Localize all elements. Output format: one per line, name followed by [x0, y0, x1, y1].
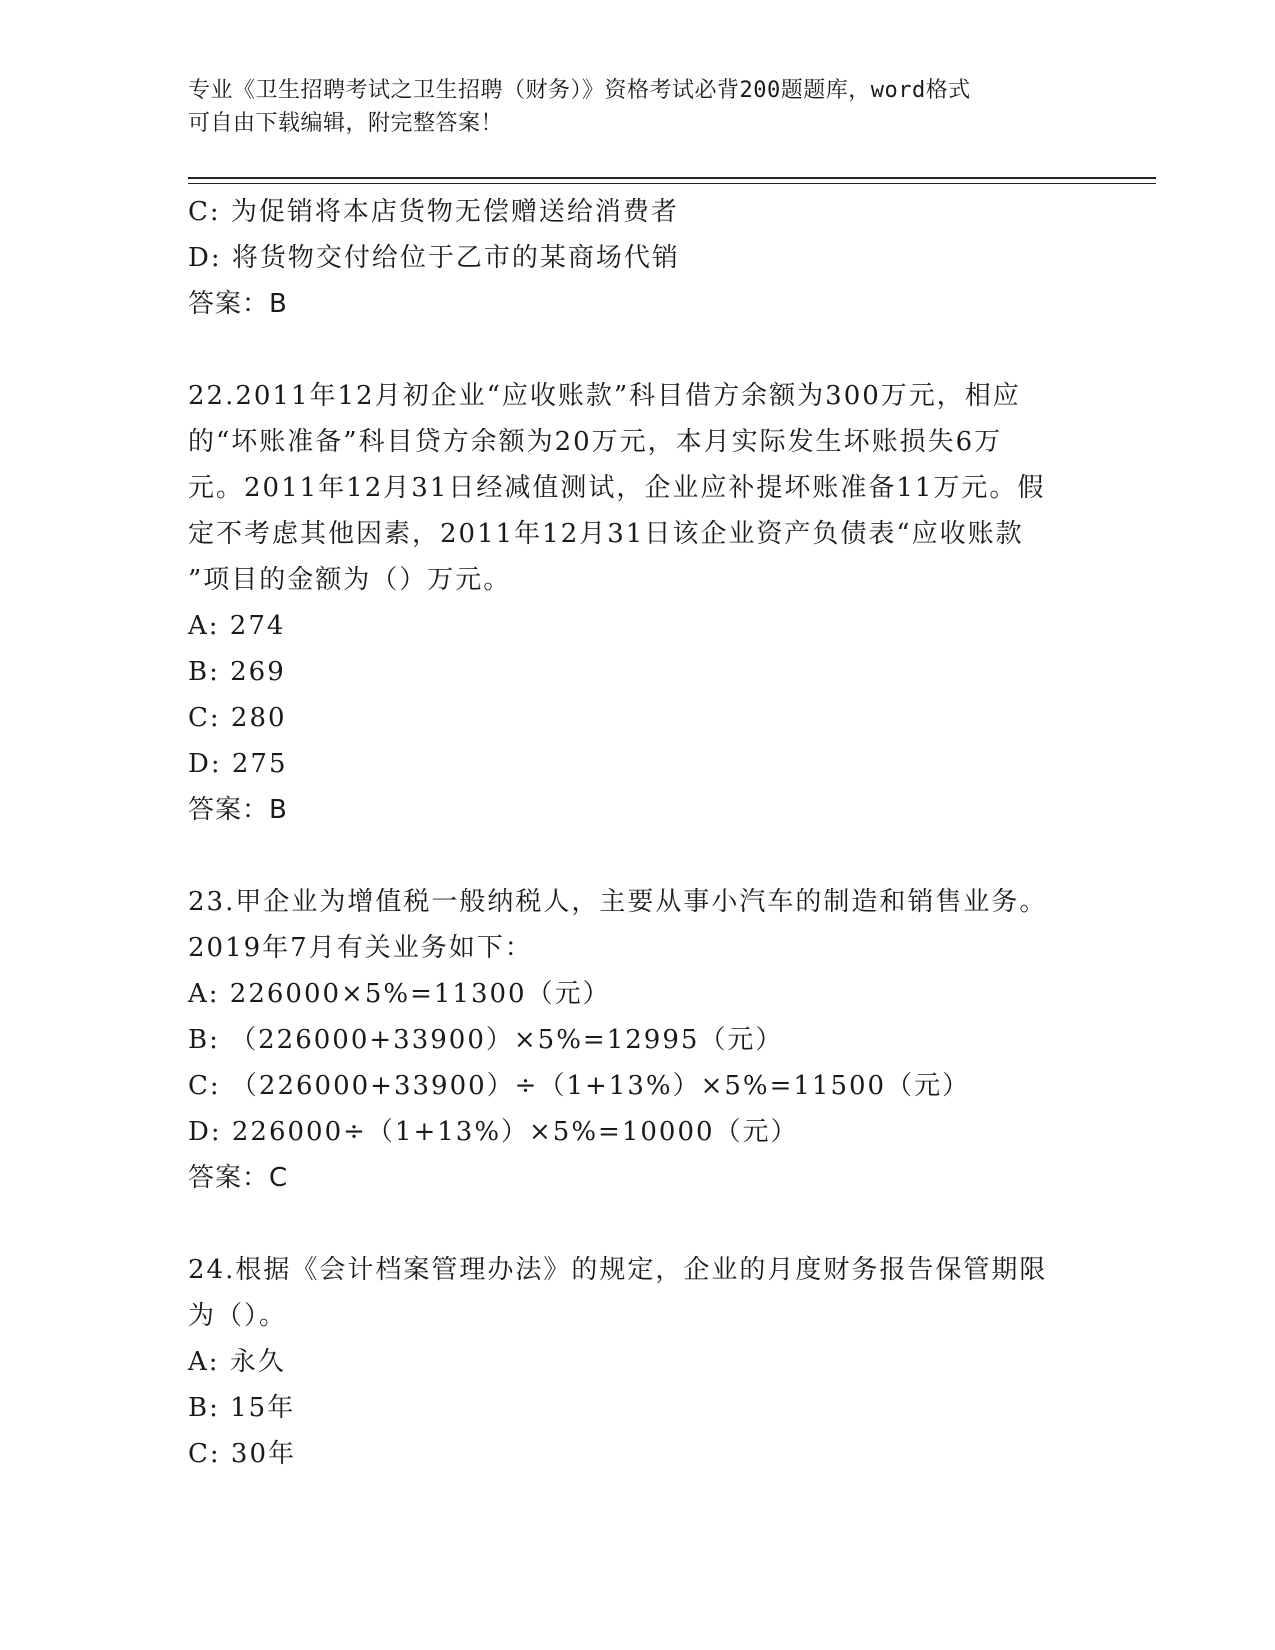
option-b: B: 15年	[188, 1393, 296, 1423]
question-22	[188, 373, 1088, 833]
header-line-2: 可自由下载编辑，附完整答案！	[188, 111, 504, 136]
question-stem-line: ”项目的金额为（）万元。	[188, 565, 512, 595]
header-line-1: 专业《卫生招聘考试之卫生招聘（财务）》资格考试必背200题题库，word格式	[188, 78, 971, 103]
option-a: A: 永久	[188, 1347, 286, 1377]
option-d: D: 将货物交付给位于乙市的某商场代销	[188, 243, 680, 273]
option-c: C: 280	[188, 703, 287, 733]
header-rule-thick	[188, 177, 1156, 179]
question-21-tail	[188, 189, 1088, 327]
question-stem-line: 22.2011年12月初企业“应收账款”科目借方余额为300万元，相应	[188, 381, 1021, 411]
document-header	[188, 74, 1088, 140]
answer-line: 答案：B	[188, 289, 288, 319]
option-c: C: 为促销将本店货物无偿赠送给消费者	[188, 197, 679, 227]
question-stem-line: 元。2011年12月31日经减值测试，企业应补提坏账准备11万元。假	[188, 473, 1046, 503]
header-rule-thin	[188, 183, 1156, 184]
answer-line: 答案：C	[188, 1163, 289, 1193]
option-a: A: 274	[188, 611, 286, 641]
option-b: B: （226000+33900）×5%=12995（元）	[188, 1025, 784, 1055]
answer-line: 答案：B	[188, 795, 288, 825]
question-stem-line: 为（）。	[188, 1301, 288, 1331]
question-stem-line: 24.根据《会计档案管理办法》的规定，企业的月度财务报告保管期限	[188, 1255, 1048, 1285]
option-c: C: （226000+33900）÷（1+13%）×5%=11500（元）	[188, 1071, 971, 1101]
option-d: D: 226000÷（1+13%）×5%=10000（元）	[188, 1117, 799, 1147]
option-a: A: 226000×5%=11300（元）	[188, 979, 611, 1009]
question-stem-line: 的“坏账准备”科目贷方余额为20万元，本月实际发生坏账损失6万	[188, 427, 1003, 457]
question-stem-line: 2019年7月有关业务如下：	[188, 933, 533, 963]
question-stem-line: 定不考虑其他因素，2011年12月31日该企业资产负债表“应收账款	[188, 519, 1024, 549]
option-d: D: 275	[188, 749, 288, 779]
option-b: B: 269	[188, 657, 286, 687]
question-stem-line: 23.甲企业为增值税一般纳税人，主要从事小汽车的制造和销售业务。	[188, 887, 1048, 917]
question-23	[188, 879, 1088, 1201]
question-24	[188, 1247, 1088, 1477]
option-c: C: 30年	[188, 1439, 297, 1469]
question-list	[188, 189, 1088, 1477]
